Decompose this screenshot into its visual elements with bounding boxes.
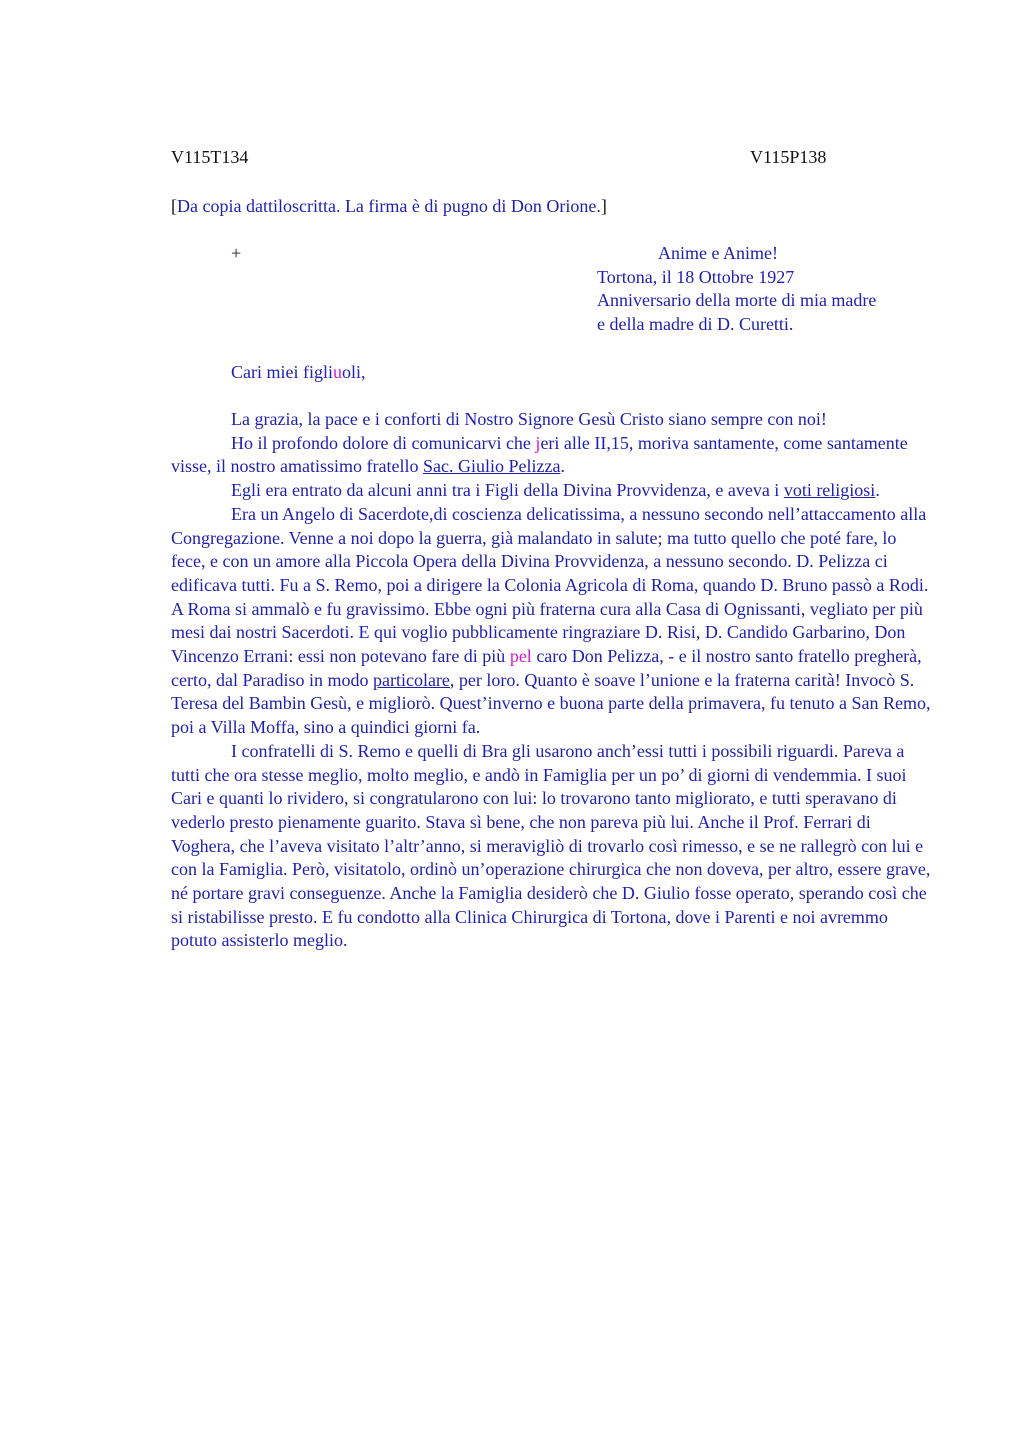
motto: Anime e Anime!	[658, 243, 778, 263]
paragraph-text: caro Don Pelizza, - e il nostro santo fratello pregherà, certo, dal Paradiso in modo	[171, 646, 922, 690]
note-open-bracket: [	[171, 196, 177, 216]
anniversary-line-2: e della madre di D. Curetti.	[597, 314, 794, 335]
greeting-part: Cari miei figli	[231, 362, 333, 382]
paragraph-text: Era un Angelo di Sacerdote,di coscienza delicatissima, a nessuno secondo nell’attaccamento alla Congregazione. Venne a noi dopo la guerra, già malandato in salute; ma tutto quello che poté fare, lo fece, e con un amore alla Piccola Opera della Divina Provvidenza, a nessuno secondo. D. Pelizza ci edificava tutti. Fu a S. Remo, poi a dirigere la Colonia Agricola di Roma, quando D. Bruno passò a Rodi. A Roma si ammalò e fu gravissimo. Ebbe ogni più fraterna cura alla Casa di Ognissanti, vegliato per più mesi dai nostri Sacerdoti. E qui voglio pubblicamente ringraziare D. Risi, D. Candido Garbarino, Don Vincenzo Errani: essi non potevano fare di più	[171, 503, 929, 667]
place-date: Tortona, il 18 Ottobre 1927	[597, 266, 795, 287]
paragraph-text: , per loro. Quanto è soave l’unione e la fraterna carità! Invocò S. Teresa del Bambin Gesù, e migliorò. Quest’inverno e buona parte della primavera, fu tenuto a San Remo, poi a Villa Moffa, sino a quindici giorni fa.	[171, 669, 931, 738]
greeting-part: oli,	[341, 362, 366, 382]
underlined-name: Sac. Giulio Pelizza	[422, 456, 561, 477]
anniversary-line-1: Anniversario della morte di mia madre	[597, 290, 877, 311]
cross-symbol: +	[231, 243, 242, 263]
paragraph-text: .	[560, 456, 565, 477]
paragraph-text: La grazia, la pace e i conforti di Nostro Signore Gesù Cristo siano sempre con noi!	[231, 409, 827, 429]
document-code-right: V115P138	[750, 147, 827, 167]
note-text: Da copia dattiloscritta. La firma è di pugno di Don Orione.	[177, 196, 601, 216]
paragraph-announcement	[171, 432, 931, 479]
paragraph-text: .	[875, 480, 880, 501]
highlighted-letter: j	[535, 432, 541, 453]
paragraph-text: I confratelli di S. Remo e quelli di Bra gli usarono anch’essi tutti i possibili riguardi. Pareva a tutti che ora stesse meglio, molto meglio, e andò in Famiglia per un po’ di giorni di vendemmia. I suoi Cari e quanti lo rividero, si congratularono con lui: lo trovarono tanto migliorato, e tutti speravano di vederlo presto pienamente guarito. Stava sì bene, che non pareva più lui. Anche il Prof. Ferrari di Voghera, che l’aveva visitato l’altr’anno, si meravigliò di trovarlo così rimesso, e se ne rallegrò con lui e con la Famiglia. Però, visitatolo, ordinò un’operazione chirurgica che non doveva, per altro, essere grave, né portare gravi conseguenze. Anche la Famiglia desiderò che D. Giulio fosse operato, sperando così che si ristabilisse presto. E fu condotto alla Clinica Chirurgica di Tortona, dove i Parenti e noi avremmo potuto assisterlo meglio.	[171, 740, 931, 951]
underlined-word: particolare	[372, 669, 450, 690]
editorial-note	[171, 195, 607, 219]
paragraph-text: Ho il profondo dolore di comunicarvi che	[231, 432, 536, 453]
paragraph-text: Egli era entrato da alcuni anni tra i Figli della Divina Provvidenza, e aveva i	[231, 480, 784, 501]
highlighted-word: pel	[509, 646, 532, 667]
underlined-phrase: voti religiosi	[783, 480, 876, 501]
paragraph-blessing	[171, 408, 931, 432]
paragraph-illness	[171, 740, 931, 953]
letter-dateline	[597, 242, 937, 337]
paragraph-text: eri alle II,15, moriva santamente, come santamente visse, il nostro amatissimo fratello	[171, 432, 908, 477]
paragraph-biography	[171, 503, 931, 740]
document-code-left: V115T134	[171, 147, 249, 167]
paragraph-vows	[171, 479, 931, 503]
letter-body	[171, 408, 931, 953]
note-close-bracket: ]	[600, 196, 607, 216]
letter-greeting	[231, 361, 366, 385]
greeting-highlight: u	[332, 362, 342, 382]
